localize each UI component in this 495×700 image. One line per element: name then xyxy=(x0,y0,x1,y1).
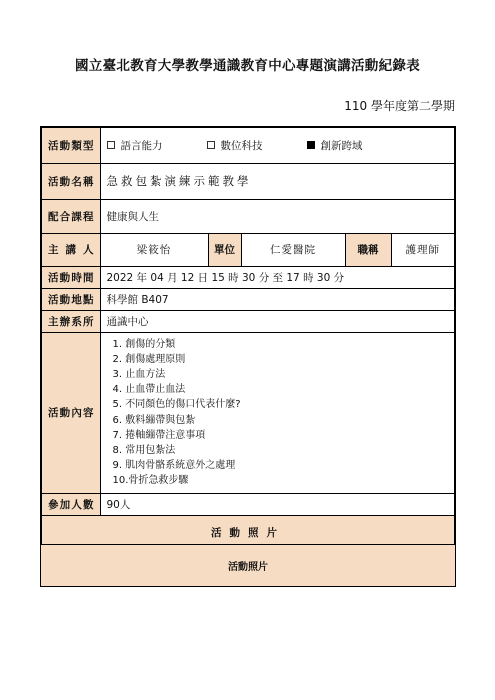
label-content: 活動內容 xyxy=(41,332,100,493)
label-unit: 單位 xyxy=(208,233,241,266)
photo-area xyxy=(40,544,456,587)
checkbox-language-icon[interactable] xyxy=(107,141,115,149)
list-item: 2. 創傷處理原則 xyxy=(112,353,186,365)
option-language-label: 語言能力 xyxy=(120,139,163,152)
content-list xyxy=(107,333,449,493)
label-course: 配合課程 xyxy=(41,199,100,233)
list-item: 3. 止血方法 xyxy=(112,368,166,380)
location-value: 科學館 B407 xyxy=(100,288,455,310)
row-participants xyxy=(41,493,455,515)
page-title: 國立臺北教育大學教學通識教育中心專題演講活動紀錄表 xyxy=(75,58,420,74)
activity-name-value: 急救包紮演練示範教學 xyxy=(100,163,455,199)
speaker-unit-value: 仁愛醫院 xyxy=(241,233,345,266)
time-value: 2022 年 04 月 12 日 15 時 30 分 至 17 時 30 分 xyxy=(100,266,455,288)
option-innovation[interactable] xyxy=(307,138,363,153)
list-item: 8. 常用包紮法 xyxy=(112,444,176,456)
row-organizer xyxy=(41,310,455,332)
label-organizer: 主辦系所 xyxy=(41,310,100,332)
label-participants: 參加人數 xyxy=(41,493,100,515)
option-language[interactable] xyxy=(107,138,163,153)
row-speaker xyxy=(41,233,455,266)
speaker-name-value: 梁筱怡 xyxy=(100,233,208,266)
content-cell xyxy=(100,332,455,493)
label-job-title: 職稱 xyxy=(345,233,391,266)
label-activity-type: 活動類型 xyxy=(41,127,100,163)
organizer-value: 通識中心 xyxy=(100,310,455,332)
list-item: 7. 捲軸繃帶注意事項 xyxy=(112,429,206,441)
row-activity-type xyxy=(41,127,455,163)
option-digital-label: 數位科技 xyxy=(220,139,263,152)
row-activity-name xyxy=(41,163,455,199)
row-course xyxy=(41,199,455,233)
row-time xyxy=(41,266,455,288)
photo-area-label: 活動照片 xyxy=(228,562,268,573)
label-location: 活動地點 xyxy=(41,288,100,310)
list-item: 6. 敷料繃帶與包紮 xyxy=(112,414,196,426)
semester-label: 110 學年度第二學期 xyxy=(344,99,455,113)
list-item: 4. 止血帶止血法 xyxy=(112,384,186,396)
label-activity-name: 活動名稱 xyxy=(41,163,100,199)
course-value: 健康與人生 xyxy=(100,199,455,233)
list-item: 10.骨折急救步驟 xyxy=(112,475,189,487)
row-content xyxy=(41,332,455,493)
label-speaker: 主講人 xyxy=(41,233,100,266)
participants-value: 90人 xyxy=(100,493,455,515)
row-location xyxy=(41,288,455,310)
label-time: 活動時間 xyxy=(41,266,100,288)
record-form-table xyxy=(40,126,456,550)
option-digital[interactable] xyxy=(207,138,263,153)
list-item: 1. 創傷的分類 xyxy=(112,338,176,350)
option-innovation-label: 創新跨域 xyxy=(320,139,363,152)
speaker-title-value: 護理師 xyxy=(391,233,455,266)
photo-header: 活動照片 xyxy=(41,515,455,549)
list-item: 5. 不同顏色的傷口代表什麼? xyxy=(112,399,241,411)
activity-type-options xyxy=(100,127,455,163)
checkbox-innovation-checked-icon[interactable] xyxy=(307,141,315,149)
list-item: 9. 肌肉骨骼系統意外之處理 xyxy=(112,460,236,472)
checkbox-digital-icon[interactable] xyxy=(207,141,215,149)
